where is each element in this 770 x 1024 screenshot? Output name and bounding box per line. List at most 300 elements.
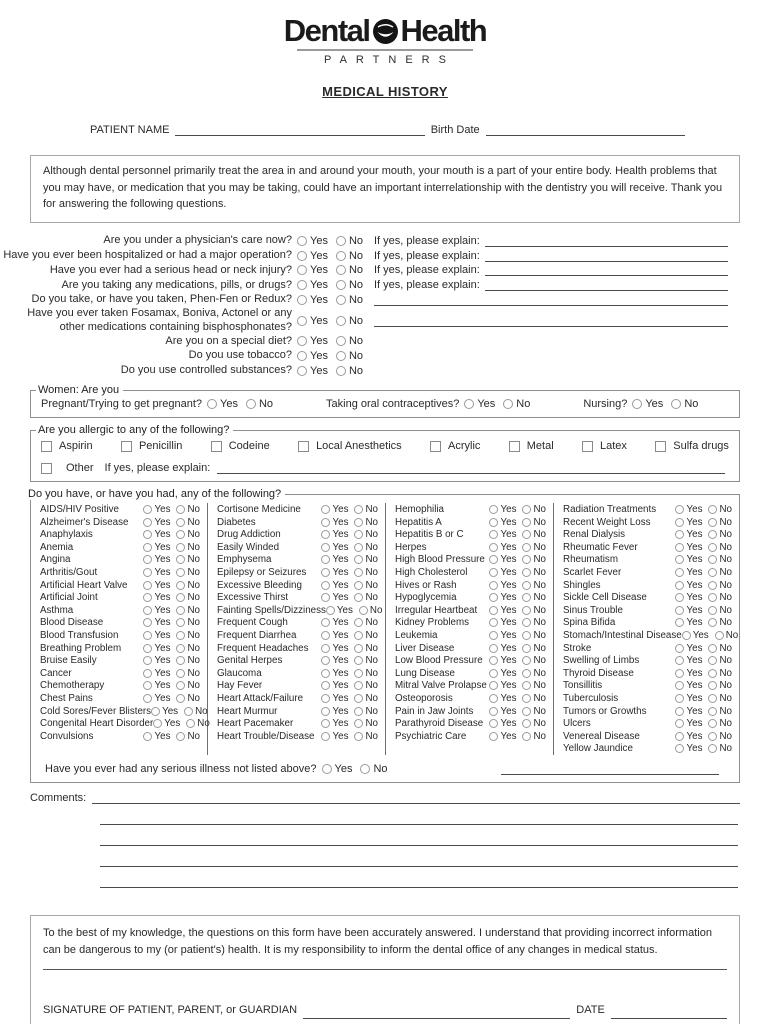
yes-radio[interactable] xyxy=(675,719,684,728)
no-radio[interactable] xyxy=(708,618,717,627)
condition-label: Easily Winded xyxy=(217,541,280,553)
conditions-grid xyxy=(31,503,739,755)
yes-radio[interactable] xyxy=(297,280,307,290)
no-radio[interactable] xyxy=(522,732,531,741)
no-radio[interactable] xyxy=(503,399,513,409)
yes-no-group xyxy=(321,693,382,704)
no-radio[interactable] xyxy=(354,656,363,665)
explain-input-line[interactable] xyxy=(374,294,728,306)
yes-no-group xyxy=(143,580,204,591)
no-radio[interactable] xyxy=(176,555,185,564)
patient-row xyxy=(90,124,685,136)
yes-radio[interactable] xyxy=(143,593,152,602)
no-radio[interactable] xyxy=(354,681,363,690)
yes-radio[interactable] xyxy=(675,530,684,539)
yes-label: Yes xyxy=(332,692,349,704)
condition-label: Heart Attack/Failure xyxy=(217,692,304,704)
no-radio[interactable] xyxy=(359,606,368,615)
no-radio[interactable] xyxy=(176,732,185,741)
yes-no-group xyxy=(321,680,382,691)
yes-radio[interactable] xyxy=(675,694,684,703)
no-radio[interactable] xyxy=(522,707,531,716)
yes-radio[interactable] xyxy=(143,694,152,703)
no-radio[interactable] xyxy=(522,518,531,527)
explain-input-line[interactable] xyxy=(485,235,728,247)
no-radio[interactable] xyxy=(336,236,346,246)
condition-label: Herpes xyxy=(395,541,427,553)
no-radio[interactable] xyxy=(354,719,363,728)
condition-label: Cancer xyxy=(40,667,72,679)
yes-radio[interactable] xyxy=(489,543,498,552)
yes-no-group xyxy=(675,554,736,565)
yes-radio[interactable] xyxy=(321,732,330,741)
no-radio[interactable] xyxy=(708,606,717,615)
condition-label: Cortisone Medicine xyxy=(217,504,301,516)
condition-label: Arthritis/Gout xyxy=(40,567,98,579)
comments-line[interactable] xyxy=(92,792,740,804)
no-label: No xyxy=(258,398,274,411)
no-radio[interactable] xyxy=(176,581,185,590)
yes-label: Yes xyxy=(500,705,517,717)
allergy-label: Latex xyxy=(600,440,627,453)
yes-radio[interactable] xyxy=(143,618,152,627)
no-radio[interactable] xyxy=(522,631,531,640)
yes-radio[interactable] xyxy=(489,719,498,728)
no-radio[interactable] xyxy=(336,265,346,275)
yes-radio[interactable] xyxy=(143,644,152,653)
allergy-checkbox[interactable] xyxy=(509,441,520,452)
no-label: No xyxy=(187,504,200,516)
yes-no-group xyxy=(143,567,204,578)
allergy-checkbox[interactable] xyxy=(430,441,441,452)
yes-radio[interactable] xyxy=(321,568,330,577)
yes-radio[interactable] xyxy=(675,707,684,716)
explain-input-line[interactable] xyxy=(485,250,728,262)
no-radio[interactable] xyxy=(522,681,531,690)
yes-radio[interactable] xyxy=(489,518,498,527)
no-radio[interactable] xyxy=(336,366,346,376)
form-title: MEDICAL HISTORY xyxy=(322,84,448,99)
no-label: No xyxy=(365,567,378,579)
no-radio[interactable] xyxy=(176,694,185,703)
no-radio[interactable] xyxy=(176,543,185,552)
yes-radio[interactable] xyxy=(675,732,684,741)
yes-label: Yes xyxy=(500,617,517,629)
yes-radio[interactable] xyxy=(489,694,498,703)
no-radio[interactable] xyxy=(176,644,185,653)
yes-label: Yes xyxy=(332,529,349,541)
no-radio[interactable] xyxy=(354,581,363,590)
yes-radio[interactable] xyxy=(143,606,152,615)
yes-radio[interactable] xyxy=(321,669,330,678)
yes-radio[interactable] xyxy=(143,518,152,527)
no-radio[interactable] xyxy=(522,656,531,665)
yes-no-group xyxy=(143,693,204,704)
no-radio[interactable] xyxy=(176,606,185,615)
no-radio[interactable] xyxy=(176,681,185,690)
yes-radio[interactable] xyxy=(489,555,498,564)
no-radio[interactable] xyxy=(708,555,717,564)
no-radio[interactable] xyxy=(522,669,531,678)
condition-row xyxy=(217,617,382,630)
no-radio[interactable] xyxy=(522,644,531,653)
no-radio[interactable] xyxy=(708,656,717,665)
no-radio[interactable] xyxy=(708,681,717,690)
no-radio[interactable] xyxy=(354,707,363,716)
yes-no-group xyxy=(489,529,550,540)
yes-radio[interactable] xyxy=(321,505,330,514)
signature-input-line[interactable] xyxy=(303,1007,570,1019)
condition-label: Breathing Problem xyxy=(40,642,122,654)
no-radio[interactable] xyxy=(708,543,717,552)
condition-label: Liver Disease xyxy=(395,642,455,654)
no-label: No xyxy=(187,692,200,704)
no-radio[interactable] xyxy=(708,505,717,514)
yes-radio[interactable] xyxy=(489,618,498,627)
yes-radio[interactable] xyxy=(489,644,498,653)
no-label: No xyxy=(533,655,546,667)
no-radio[interactable] xyxy=(354,732,363,741)
yes-radio[interactable] xyxy=(321,618,330,627)
no-label: No xyxy=(684,398,699,411)
other-checkbox[interactable] xyxy=(41,463,52,474)
no-label: No xyxy=(719,743,732,755)
no-radio[interactable] xyxy=(522,618,531,627)
yes-radio[interactable] xyxy=(675,681,684,690)
yes-no-group xyxy=(675,655,736,666)
no-radio[interactable] xyxy=(176,669,185,678)
condition-label: Heart Pacemaker xyxy=(217,718,294,730)
yes-radio[interactable] xyxy=(321,530,330,539)
explain-input-line[interactable] xyxy=(485,264,728,276)
no-radio[interactable] xyxy=(715,631,724,640)
no-radio[interactable] xyxy=(522,543,531,552)
no-label: No xyxy=(719,705,732,717)
yes-radio[interactable] xyxy=(321,681,330,690)
other-explain-line[interactable] xyxy=(217,462,725,474)
yes-radio[interactable] xyxy=(297,295,307,305)
yes-no-group xyxy=(143,592,204,603)
yes-radio[interactable] xyxy=(143,631,152,640)
no-radio[interactable] xyxy=(360,764,370,774)
yes-radio[interactable] xyxy=(153,719,162,728)
no-radio[interactable] xyxy=(176,568,185,577)
no-radio[interactable] xyxy=(522,593,531,602)
no-radio[interactable] xyxy=(176,656,185,665)
yes-no-group xyxy=(292,264,374,276)
question-row xyxy=(0,307,728,333)
no-radio[interactable] xyxy=(354,631,363,640)
yes-radio[interactable] xyxy=(321,644,330,653)
yes-radio[interactable] xyxy=(321,694,330,703)
no-radio[interactable] xyxy=(671,399,681,409)
no-radio[interactable] xyxy=(522,694,531,703)
yes-radio[interactable] xyxy=(489,505,498,514)
yes-radio[interactable] xyxy=(489,593,498,602)
yes-radio[interactable] xyxy=(322,764,332,774)
yes-radio[interactable] xyxy=(143,656,152,665)
yes-no-group xyxy=(143,529,204,540)
yes-radio[interactable] xyxy=(321,631,330,640)
no-label: No xyxy=(533,516,546,528)
yes-radio[interactable] xyxy=(321,518,330,527)
yes-no-group xyxy=(489,680,550,691)
yes-radio[interactable] xyxy=(143,669,152,678)
condition-label: Spina Bifida xyxy=(563,617,616,629)
condition-row xyxy=(395,680,550,693)
yes-radio[interactable] xyxy=(143,568,152,577)
no-radio[interactable] xyxy=(336,251,346,261)
comments-line[interactable] xyxy=(100,866,738,867)
condition-row xyxy=(217,692,382,705)
no-radio[interactable] xyxy=(522,581,531,590)
condition-row xyxy=(217,516,382,529)
birth-date-input-line[interactable] xyxy=(486,124,685,136)
yes-radio[interactable] xyxy=(675,644,684,653)
yes-radio[interactable] xyxy=(682,631,691,640)
yes-radio[interactable] xyxy=(489,631,498,640)
no-radio[interactable] xyxy=(522,555,531,564)
no-radio[interactable] xyxy=(354,618,363,627)
yes-radio[interactable] xyxy=(675,555,684,564)
yes-label: Yes xyxy=(686,692,703,704)
logo-subtitle: PARTNERS xyxy=(324,54,455,66)
allergy-checkbox[interactable] xyxy=(211,441,222,452)
question-row xyxy=(0,363,728,378)
yes-no-group xyxy=(143,731,204,742)
no-radio[interactable] xyxy=(354,644,363,653)
no-radio[interactable] xyxy=(354,555,363,564)
no-radio[interactable] xyxy=(522,530,531,539)
yes-label: Yes xyxy=(154,642,171,654)
yes-radio[interactable] xyxy=(143,530,152,539)
condition-label: Fainting Spells/Dizziness xyxy=(217,604,326,616)
no-radio[interactable] xyxy=(708,530,717,539)
no-radio[interactable] xyxy=(354,543,363,552)
yes-radio[interactable] xyxy=(297,236,307,246)
yes-radio[interactable] xyxy=(675,618,684,627)
yes-radio[interactable] xyxy=(675,669,684,678)
no-radio[interactable] xyxy=(176,631,185,640)
yes-radio[interactable] xyxy=(207,399,217,409)
serious-illness-line[interactable] xyxy=(501,763,719,775)
allergy-option xyxy=(211,440,270,452)
condition-row xyxy=(40,642,204,655)
yes-radio[interactable] xyxy=(297,316,307,326)
no-radio[interactable] xyxy=(708,568,717,577)
condition-row xyxy=(40,591,204,604)
women-question xyxy=(583,398,709,410)
no-label: No xyxy=(533,629,546,641)
yes-radio[interactable] xyxy=(489,530,498,539)
condition-row xyxy=(395,554,550,567)
no-radio[interactable] xyxy=(354,669,363,678)
no-radio[interactable] xyxy=(708,644,717,653)
yes-radio[interactable] xyxy=(489,669,498,678)
no-radio[interactable] xyxy=(708,518,717,527)
no-radio[interactable] xyxy=(354,530,363,539)
yes-radio[interactable] xyxy=(151,707,160,716)
no-radio[interactable] xyxy=(176,530,185,539)
condition-row xyxy=(563,629,739,642)
yes-no-group xyxy=(489,592,550,603)
comments-line[interactable] xyxy=(100,824,738,825)
yes-radio[interactable] xyxy=(297,265,307,275)
allergy-checkbox[interactable] xyxy=(582,441,593,452)
yes-radio[interactable] xyxy=(675,568,684,577)
condition-label: Sinus Trouble xyxy=(563,604,623,616)
yes-no-group xyxy=(489,517,550,528)
no-radio[interactable] xyxy=(176,618,185,627)
comments-line[interactable] xyxy=(100,887,738,888)
allergy-checkbox[interactable] xyxy=(41,441,52,452)
yes-radio[interactable] xyxy=(675,518,684,527)
no-radio[interactable] xyxy=(184,707,193,716)
yes-radio[interactable] xyxy=(321,543,330,552)
yes-radio[interactable] xyxy=(675,593,684,602)
condition-row xyxy=(395,528,550,541)
yes-radio[interactable] xyxy=(143,543,152,552)
allergy-checkbox[interactable] xyxy=(298,441,309,452)
yes-radio[interactable] xyxy=(489,656,498,665)
yes-radio[interactable] xyxy=(143,732,152,741)
no-radio[interactable] xyxy=(336,280,346,290)
no-radio[interactable] xyxy=(336,316,346,326)
yes-radio[interactable] xyxy=(143,555,152,564)
women-legend: Women: Are you xyxy=(38,384,120,397)
yes-no-group xyxy=(143,617,204,628)
yes-radio[interactable] xyxy=(675,656,684,665)
consent-box xyxy=(30,915,740,1024)
no-radio[interactable] xyxy=(708,744,717,753)
no-radio[interactable] xyxy=(708,694,717,703)
yes-radio[interactable] xyxy=(297,366,307,376)
explain-input-line[interactable] xyxy=(485,279,728,291)
yes-radio[interactable] xyxy=(489,568,498,577)
no-radio[interactable] xyxy=(354,505,363,514)
no-radio[interactable] xyxy=(522,606,531,615)
condition-label: Mitral Valve Prolapse xyxy=(395,680,487,692)
no-radio[interactable] xyxy=(708,593,717,602)
no-label: No xyxy=(365,667,378,679)
yes-no-group xyxy=(321,504,382,515)
no-label: No xyxy=(187,592,200,604)
yes-no-group xyxy=(326,605,387,616)
date-input-line[interactable] xyxy=(611,1007,727,1019)
yes-radio[interactable] xyxy=(489,732,498,741)
yes-radio[interactable] xyxy=(489,606,498,615)
condition-label: Anemia xyxy=(40,541,74,553)
yes-radio[interactable] xyxy=(143,681,152,690)
yes-radio[interactable] xyxy=(675,543,684,552)
no-radio[interactable] xyxy=(354,593,363,602)
no-radio[interactable] xyxy=(336,351,346,361)
no-label: No xyxy=(533,504,546,516)
yes-radio[interactable] xyxy=(321,581,330,590)
no-radio[interactable] xyxy=(522,568,531,577)
no-radio[interactable] xyxy=(176,518,185,527)
condition-row xyxy=(217,579,382,592)
condition-label: Heart Trouble/Disease xyxy=(217,730,315,742)
yes-no-group xyxy=(675,504,736,515)
no-radio[interactable] xyxy=(522,719,531,728)
yes-radio[interactable] xyxy=(464,399,474,409)
condition-row xyxy=(217,642,382,655)
no-radio[interactable] xyxy=(336,336,346,346)
yes-no-group xyxy=(489,731,550,742)
no-radio[interactable] xyxy=(708,669,717,678)
yes-radio[interactable] xyxy=(321,656,330,665)
no-radio[interactable] xyxy=(522,505,531,514)
allergy-label: Codeine xyxy=(228,440,270,453)
patient-name-input-line[interactable] xyxy=(175,124,424,136)
date-label: DATE xyxy=(576,1004,605,1017)
yes-radio[interactable] xyxy=(489,581,498,590)
allergy-checkbox[interactable] xyxy=(655,441,666,452)
no-radio[interactable] xyxy=(336,295,346,305)
no-radio[interactable] xyxy=(708,732,717,741)
yes-radio[interactable] xyxy=(326,606,335,615)
yes-radio[interactable] xyxy=(297,251,307,261)
condition-row xyxy=(395,516,550,529)
explain-input-line[interactable] xyxy=(374,315,728,327)
no-label: No xyxy=(533,579,546,591)
comments-line[interactable] xyxy=(100,845,738,846)
no-radio[interactable] xyxy=(708,719,717,728)
no-radio[interactable] xyxy=(246,399,256,409)
yes-radio[interactable] xyxy=(632,399,642,409)
yes-radio[interactable] xyxy=(297,351,307,361)
condition-row xyxy=(563,579,736,592)
no-label: No xyxy=(365,579,378,591)
yes-radio[interactable] xyxy=(321,707,330,716)
allergy-checkbox[interactable] xyxy=(121,441,132,452)
yes-no-group xyxy=(143,517,204,528)
question-explain-area xyxy=(374,250,728,262)
question-label-line1: Have you ever taken Fosamax, Boniva, Actonel or any xyxy=(27,307,292,320)
no-radio[interactable] xyxy=(708,581,717,590)
yes-radio[interactable] xyxy=(675,744,684,753)
no-radio[interactable] xyxy=(176,505,185,514)
allergy-option xyxy=(655,440,729,452)
condition-row xyxy=(563,667,736,680)
no-radio[interactable] xyxy=(708,707,717,716)
yes-no-group xyxy=(675,529,736,540)
no-radio[interactable] xyxy=(354,518,363,527)
smile-icon xyxy=(372,18,399,45)
yes-radio[interactable] xyxy=(489,681,498,690)
yes-radio[interactable] xyxy=(297,336,307,346)
yes-radio[interactable] xyxy=(321,555,330,564)
no-radio[interactable] xyxy=(354,694,363,703)
condition-row xyxy=(395,617,550,630)
yes-radio[interactable] xyxy=(143,581,152,590)
yes-no-group xyxy=(627,398,709,410)
no-radio[interactable] xyxy=(176,593,185,602)
yes-radio[interactable] xyxy=(675,606,684,615)
yes-no-group xyxy=(675,617,736,628)
yes-radio[interactable] xyxy=(675,581,684,590)
yes-no-group xyxy=(489,655,550,666)
no-radio[interactable] xyxy=(186,719,195,728)
yes-radio[interactable] xyxy=(321,719,330,728)
yes-radio[interactable] xyxy=(143,505,152,514)
no-radio[interactable] xyxy=(354,568,363,577)
yes-label: Yes xyxy=(686,592,703,604)
yes-radio[interactable] xyxy=(321,593,330,602)
yes-radio[interactable] xyxy=(675,505,684,514)
yes-radio[interactable] xyxy=(489,707,498,716)
